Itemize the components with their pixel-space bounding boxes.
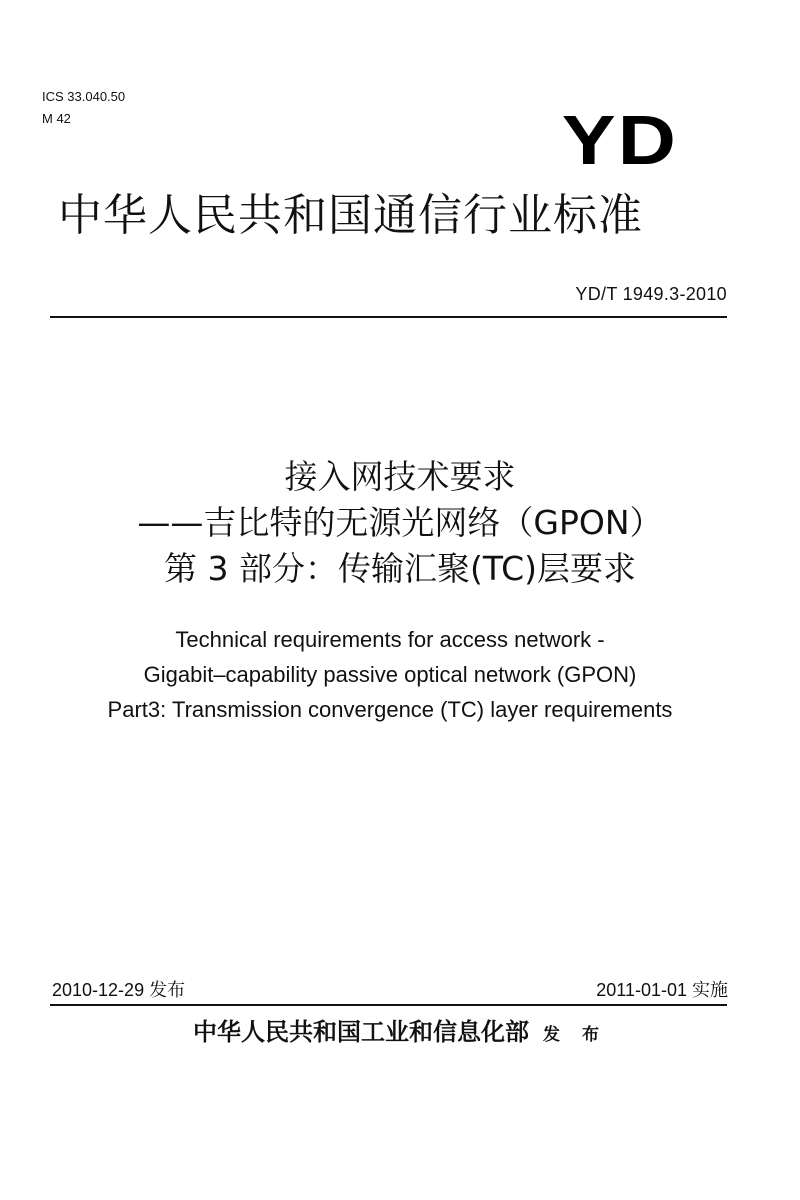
standard-number: YD/T 1949.3-2010 xyxy=(575,284,727,304)
english-title-line: Part3: Transmission convergence (TC) layer requirements xyxy=(107,697,673,722)
yd-logo: YD xyxy=(561,101,678,179)
issue-date: 2010-12-29 发布 xyxy=(52,980,186,1000)
chinese-title-line: 第 3 部分：传输汇聚(TC)层要求 xyxy=(164,549,636,588)
chinese-title-line: ——吉比特的无源光网络（GPON） xyxy=(137,503,663,542)
header-divider xyxy=(50,316,727,318)
english-title-line: Gigabit–capability passive optical network (GPON) xyxy=(143,662,637,687)
ics-code: ICS 33.040.50 xyxy=(42,89,126,104)
footer-divider xyxy=(50,1004,727,1006)
publish-label: 发 布 xyxy=(543,1025,607,1045)
implementation-date: 2011-01-01 实施 xyxy=(596,980,728,1000)
chinese-title-line: 接入网技术要求 xyxy=(284,457,516,496)
chinese-title xyxy=(0,454,800,592)
english-title xyxy=(0,622,780,727)
classification-code: M 42 xyxy=(42,111,71,126)
publisher-row xyxy=(0,1015,800,1049)
english-title-line: Technical requirements for access network - xyxy=(175,627,605,652)
publisher: 中华人民共和国工业和信息化部 xyxy=(193,1017,530,1046)
standard-category-title: 中华人民共和国通信行业标准 xyxy=(58,190,643,241)
